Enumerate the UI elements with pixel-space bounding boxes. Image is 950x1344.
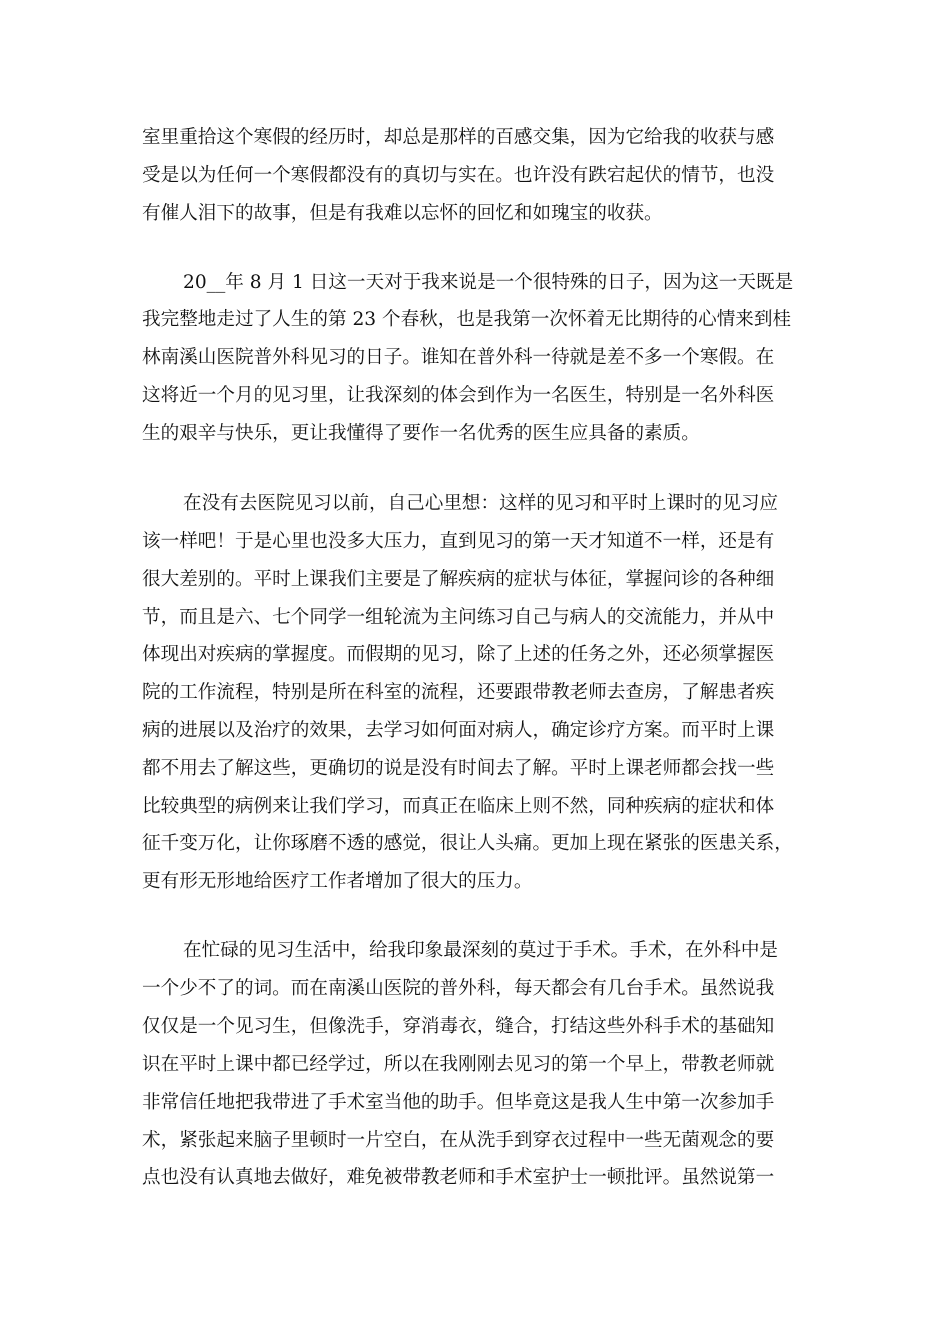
paragraph-4-line-7: 点也没有认真地去做好，难免被带教老师和手术室护士一顿批评。虽然说第一 — [142, 1167, 775, 1188]
paragraph-3-line-9: 比较典型的病例来让我们学习，而真正在临床上则不然，同种疾病的症状和体 — [142, 796, 775, 817]
paragraph-2-line-3: 林南溪山医院普外科见习的日子。谁知在普外科一待就是差不多一个寒假。在 — [142, 347, 775, 368]
paragraph-1-line-2: 受是以为任何一个寒假都没有的真切与实在。也许没有跌宕起伏的情节，也没 — [142, 165, 775, 186]
paragraph-2-line-4: 这将近一个月的见习里，让我深刻的体会到作为一名医生，特别是一名外科医 — [142, 385, 775, 406]
paragraph-2-line-5: 生的艰辛与快乐，更让我懂得了要作一名优秀的医生应具备的素质。 — [142, 423, 700, 444]
paragraph-2-line-1: 20__年 8 月 1 日这一天对于我来说是一个很特殊的日子，因为这一天既是 — [183, 272, 794, 293]
paragraph-1-line-1: 室里重拾这个寒假的经历时，却总是那样的百感交集，因为它给我的收获与感 — [142, 127, 775, 148]
paragraph-4-line-5: 非常信任地把我带进了手术室当他的助手。但毕竟这是我人生中第一次参加手 — [142, 1092, 775, 1113]
paragraph-3-line-4: 节，而且是六、七个同学一组轮流为主问练习自己与病人的交流能力，并从中 — [142, 607, 775, 628]
paragraph-3-line-1: 在没有去医院见习以前，自己心里想：这样的见习和平时上课时的见习应 — [183, 493, 779, 514]
paragraph-4-line-2: 一个少不了的词。而在南溪山医院的普外科，每天都会有几台手术。虽然说我 — [142, 978, 775, 999]
paragraph-2-line-2: 我完整地走过了人生的第 23 个春秋，也是我第一次怀着无比期待的心情来到桂 — [142, 309, 792, 330]
paragraph-4-line-6: 术，紧张起来脑子里顿时一片空白，在从洗手到穿衣过程中一些无菌观念的要 — [142, 1130, 775, 1151]
paragraph-3-line-8: 都不用去了解这些，更确切的说是没有时间去了解。平时上课老师都会找一些 — [142, 758, 775, 779]
paragraph-4-line-1: 在忙碌的见习生活中，给我印象最深刻的莫过于手术。手术，在外科中是 — [183, 940, 779, 961]
paragraph-3-line-2: 该一样吧！于是心里也没多大压力，直到见习的第一天才知道不一样，还是有 — [142, 531, 775, 552]
paragraph-1-line-3: 有催人泪下的故事，但是有我难以忘怀的回忆和如瑰宝的收获。 — [142, 203, 663, 224]
paragraph-4-line-3: 仅仅是一个见习生，但像洗手，穿消毒衣，缝合，打结这些外科手术的基础知 — [142, 1016, 775, 1037]
paragraph-3-line-10: 征千变万化，让你琢磨不透的感觉，很让人头痛。更加上现在紧张的医患关系， — [142, 833, 793, 854]
paragraph-3-line-7: 病的进展以及治疗的效果，去学习如何面对病人，确定诊疗方案。而平时上课 — [142, 720, 775, 741]
paragraph-3-line-11: 更有形无形地给医疗工作者增加了很大的压力。 — [142, 871, 533, 892]
paragraph-3-line-6: 院的工作流程，特别是所在科室的流程，还要跟带教老师去查房，了解患者疾 — [142, 682, 775, 703]
paragraph-4-line-4: 识在平时上课中都已经学过，所以在我刚刚去见习的第一个早上，带教老师就 — [142, 1054, 775, 1075]
paragraph-3-line-5: 体现出对疾病的掌握度。而假期的见习，除了上述的任务之外，还必须掌握医 — [142, 644, 775, 665]
paragraph-3-line-3: 很大差别的。平时上课我们主要是了解疾病的症状与体征，掌握问诊的各种细 — [142, 569, 775, 590]
